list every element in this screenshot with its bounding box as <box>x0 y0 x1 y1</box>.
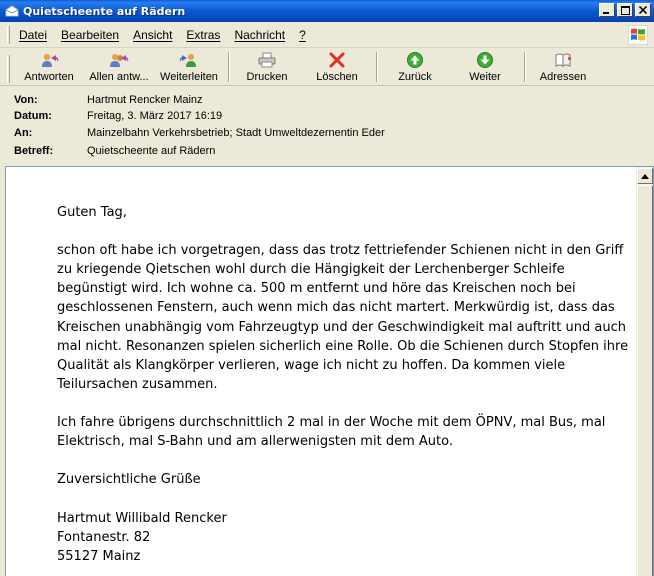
signature-street: Fontanestr. 82 <box>57 529 151 545</box>
greeting: Guten Tag, <box>57 205 127 220</box>
header-date-row <box>0 110 654 126</box>
menu-bar <box>0 22 654 48</box>
delete-label: Löschen <box>316 71 358 83</box>
from-label: Von: <box>14 94 38 106</box>
forward-label: Weiterleiten <box>160 71 218 83</box>
address-book-icon <box>553 52 573 68</box>
menu-datei[interactable]: Datei <box>19 27 48 42</box>
window-title: Quietscheente auf Rädern <box>23 4 186 18</box>
arrow-down-icon <box>475 52 495 68</box>
header-to-row <box>0 127 654 143</box>
message-text[interactable] <box>57 203 632 566</box>
menu-bearbeiten[interactable]: Bearbeiten <box>61 27 120 42</box>
maximize-button[interactable] <box>617 3 633 17</box>
body-paragraph-1: schon oft habe ich vorgetragen, dass das trotz fettriefender Schienen nicht in den Griff zu kriegende Qietschen wohl durch die Hängigkeit der Lerchenberger Schleife begünstigt wird. Ich wohne ca. 500 m entfernt und höre das Kreischen noch bei geschlossenen Fenstern, auch wenn mich das nicht martert. Merkwürdig ist, dass das Kreischen unabhängig vom Fahrzeugtyp und der Geschwindigkeit mal auftritt und auch mal nicht. Resonanzen spielen sicherlich eine Rolle. Ob die Schienen durch Stopfen ihre Qualität als Klangkörper verlieren, wage ich nicht zu hoffen. Da kommen viele Teilursachen zusammen. <box>57 243 629 392</box>
toolbar-grip[interactable] <box>7 55 10 83</box>
subject-value: Quietscheente auf Rädern <box>87 145 216 157</box>
next-label: Weiter <box>469 71 501 83</box>
menu-extras[interactable]: Extras <box>186 27 221 42</box>
print-label: Drucken <box>246 71 288 83</box>
maximize-icon <box>621 6 630 15</box>
scroll-up-arrow-icon <box>641 174 649 179</box>
forward-icon <box>179 52 199 68</box>
print-button[interactable] <box>244 52 290 84</box>
signature-name: Hartmut Willibald Rencker <box>57 510 227 526</box>
close-button[interactable] <box>635 3 651 17</box>
reply-all-label: Allen antw... <box>89 71 149 83</box>
signature-city: 55127 Mainz <box>57 548 141 564</box>
back-button[interactable] <box>392 52 438 84</box>
vertical-scrollbar[interactable] <box>636 167 653 576</box>
menu-nachricht[interactable]: Nachricht <box>234 27 286 42</box>
minimize-button[interactable] <box>599 3 615 17</box>
close-icon <box>639 6 647 14</box>
to-label: An: <box>14 127 33 139</box>
to-value: Mainzelbahn Verkehrsbetrieb; Stadt Umweltdezernentin Eder <box>87 127 385 139</box>
windows-logo-icon <box>628 25 648 45</box>
message-body[interactable] <box>5 166 654 576</box>
delete-icon <box>327 52 347 68</box>
date-label: Datum: <box>14 110 52 122</box>
toolbar-separator <box>524 52 526 82</box>
menu-grip[interactable] <box>7 26 10 44</box>
closing: Zuversichtliche Grüße <box>57 472 201 488</box>
next-button[interactable] <box>462 52 508 84</box>
addresses-label: Adressen <box>539 71 587 83</box>
arrow-up-icon <box>405 52 425 68</box>
scroll-up-button[interactable] <box>637 168 653 184</box>
forward-button[interactable] <box>158 52 220 84</box>
reply-all-button[interactable] <box>86 52 152 84</box>
reply-all-icon <box>109 52 129 68</box>
reply-button[interactable] <box>22 52 76 84</box>
menu-ansicht[interactable]: Ansicht <box>133 27 173 42</box>
date-value: Freitag, 3. März 2017 16:19 <box>87 110 223 122</box>
message-header <box>0 87 654 165</box>
header-subject-row <box>0 145 654 161</box>
delete-button[interactable] <box>314 52 360 84</box>
menu-help[interactable]: ? <box>299 27 306 42</box>
title-bar <box>0 0 654 22</box>
toolbar-separator <box>228 52 230 82</box>
minimize-icon <box>603 6 611 14</box>
reply-label: Antworten <box>24 71 74 83</box>
reply-icon <box>39 52 59 68</box>
addresses-button[interactable] <box>536 52 590 84</box>
from-value: Hartmut Rencker Mainz <box>87 94 203 106</box>
scroll-thumb[interactable] <box>637 185 653 576</box>
header-from-row <box>0 94 654 110</box>
toolbar <box>0 48 654 86</box>
body-paragraph-2: Ich fahre übrigens durchschnittlich 2 mal in der Woche mit dem ÖPNV, mal Bus, mal Elektrisch, mal S-Bahn und am allerwenigsten mit dem Auto. <box>57 415 606 450</box>
subject-label: Betreff: <box>14 145 54 157</box>
toolbar-separator <box>376 52 378 82</box>
printer-icon <box>257 52 277 68</box>
back-label: Zurück <box>398 71 432 83</box>
message-window-icon <box>5 5 19 17</box>
